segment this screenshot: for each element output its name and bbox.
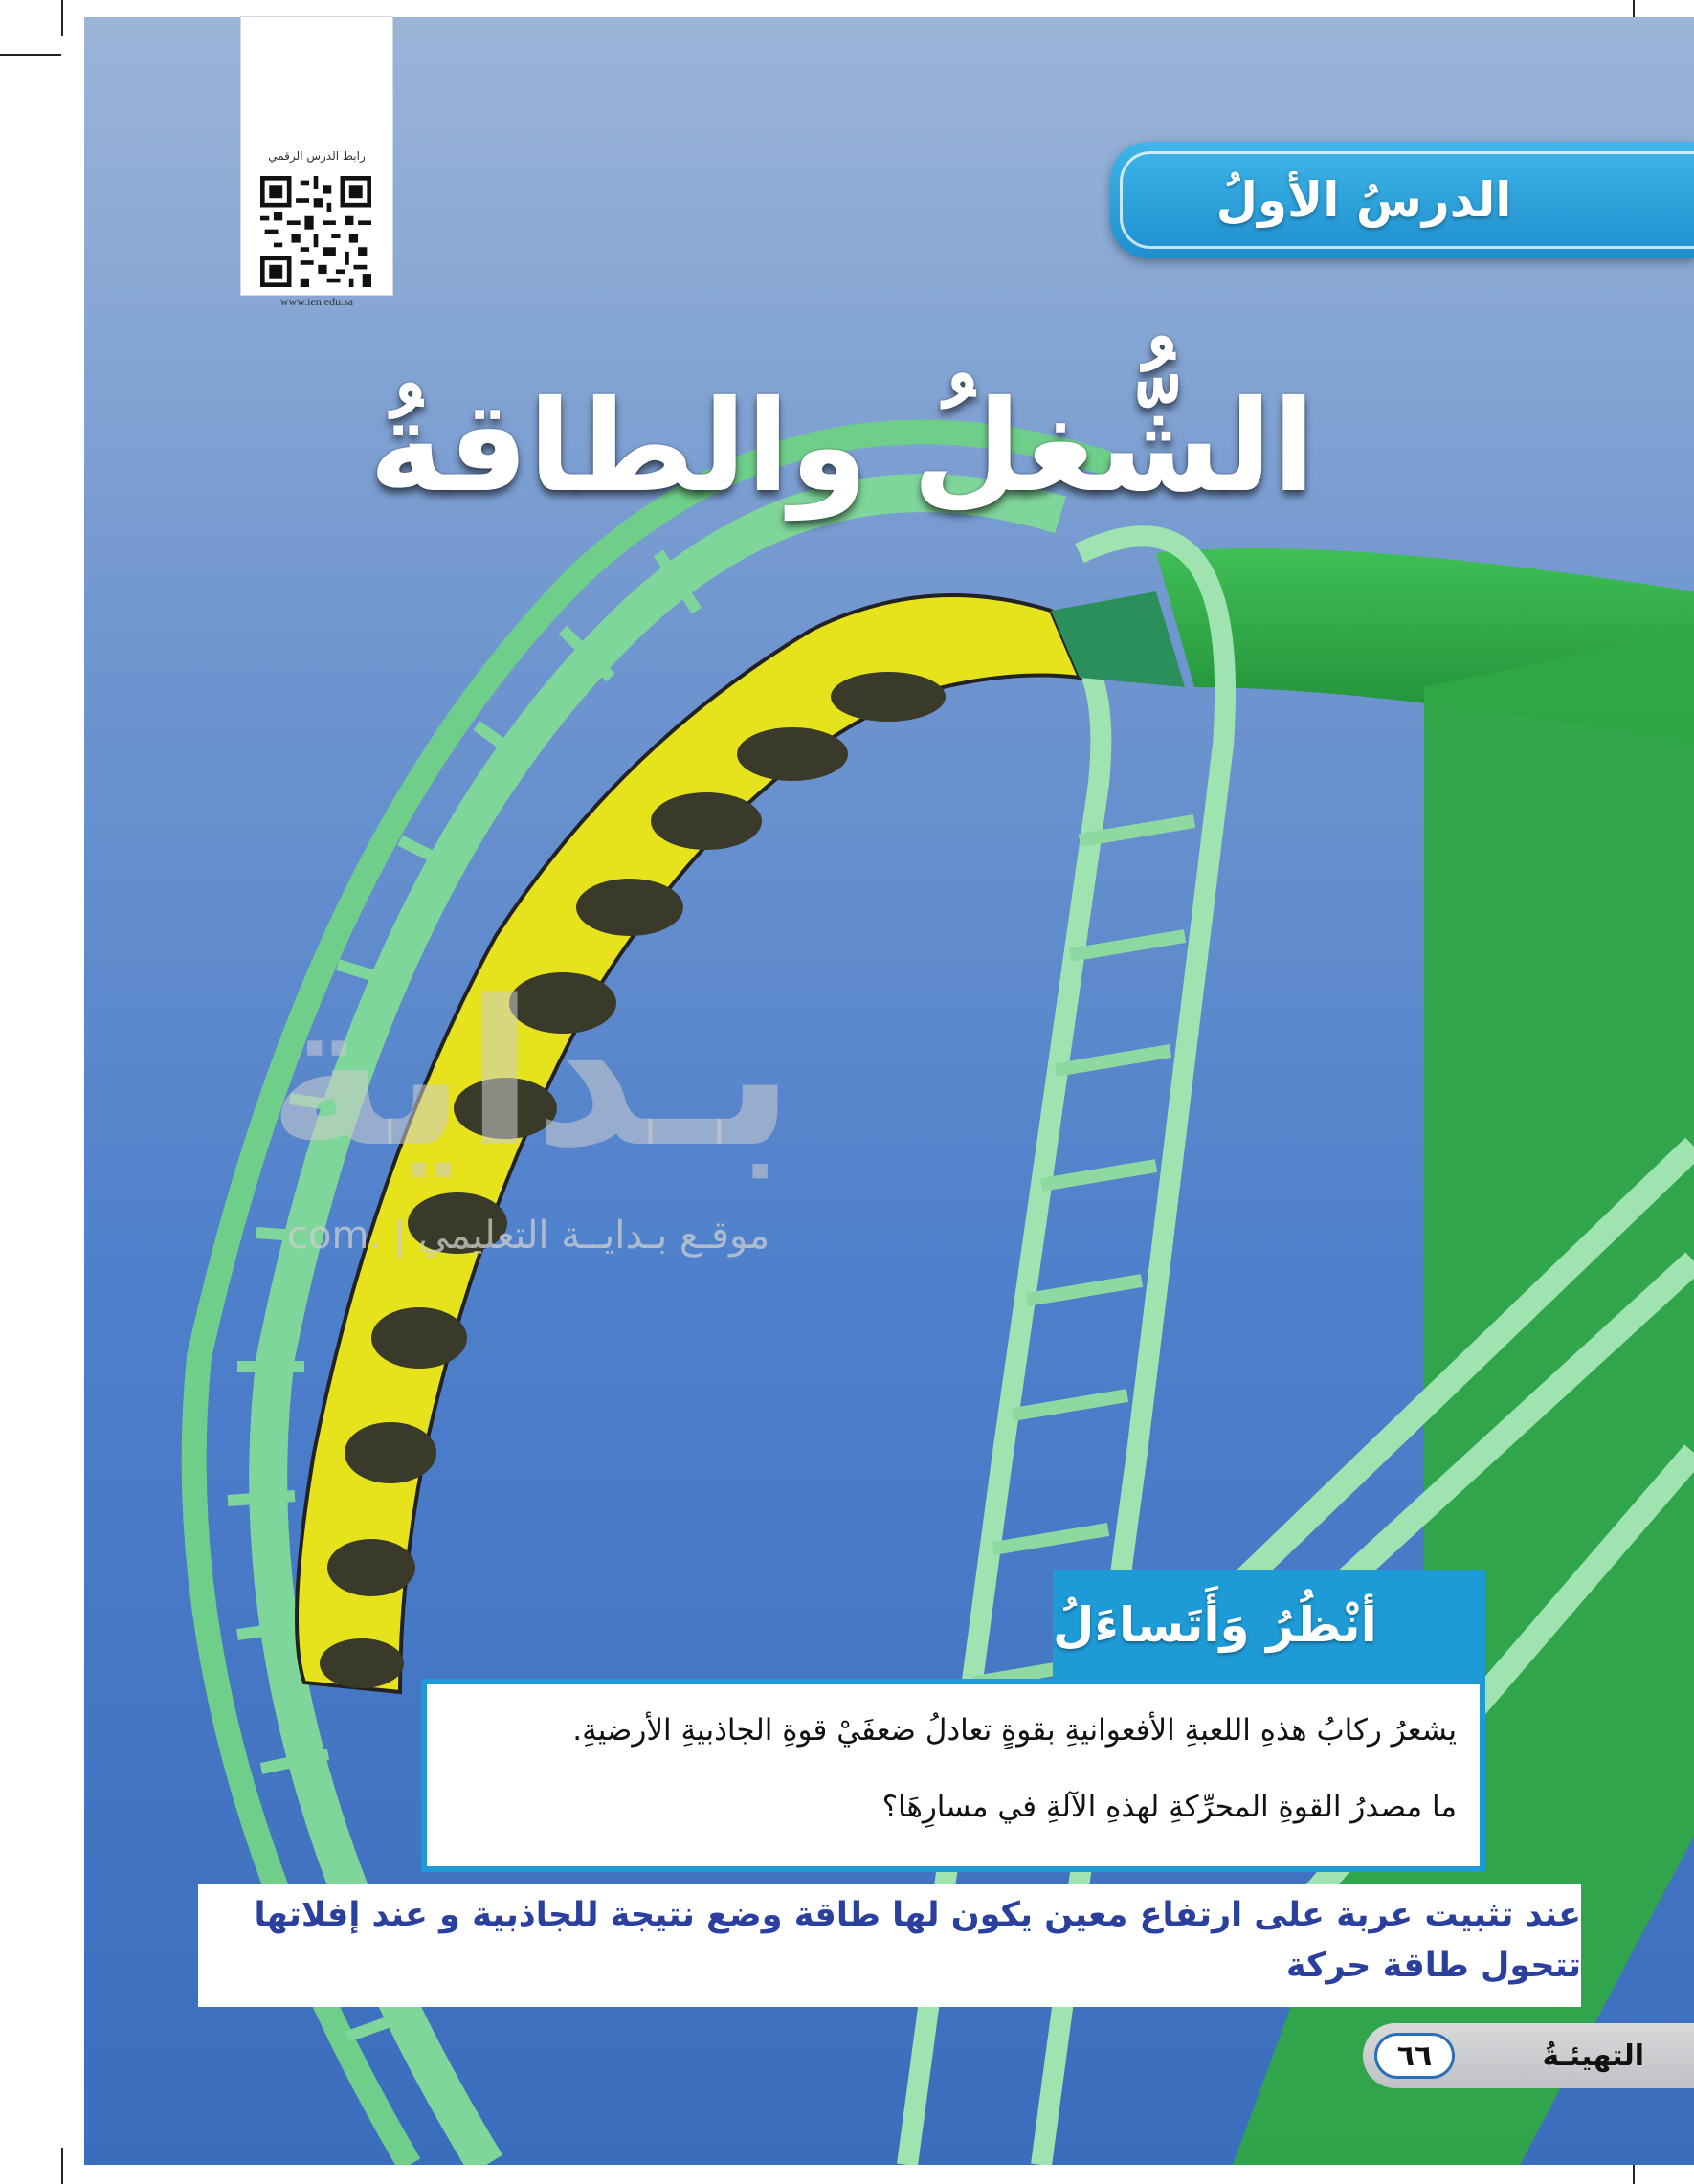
crop-mark (61, 0, 63, 36)
crop-mark (0, 54, 61, 56)
look-and-wonder-heading (1053, 1570, 1485, 1681)
qr-label: رابط الدرس الرقمي (268, 149, 366, 163)
question-statement: يشعرُ ركابُ هذهِ اللعبةِ الأفعوانيةِ بقوةٍ تعادلُ ضعفَيْ قوةِ الجاذبيةِ الأرضيةِ. (572, 1713, 1457, 1748)
answer-box[interactable] (198, 1884, 1581, 2007)
digital-lesson-qr[interactable] (241, 17, 392, 308)
qr-code-icon[interactable] (256, 176, 375, 287)
answer-text[interactable]: عند تثبيت عربة على ارتفاع معين يكون لها طاقة وضع نتيجة للجاذبية و عند إفلاتها تتحول طاقة حركة (254, 1896, 1581, 1985)
lesson-title: الشُّغلُ والطاقةُ (368, 373, 1316, 521)
crop-mark (61, 2148, 63, 2184)
watermark-logo: بـداية (268, 957, 795, 1192)
watermark-site: موقـع بـدايــة التعليمي | .com (287, 1214, 770, 1258)
lesson-tab (1110, 142, 1694, 258)
look-and-wonder-label: أنْظُرُ وَأَتَساءَلُ (1053, 1597, 1377, 1653)
page-number: ٦٦ (1374, 2033, 1455, 2079)
lesson-label: الدرسُ الأولُ (1215, 172, 1512, 228)
qr-url[interactable]: www.ien.edu.sa (279, 295, 354, 308)
question-box (421, 1679, 1485, 1872)
question-prompt: ما مصدرُ القوةِ المحرِّكةِ لهذهِ الآلةِ في مسارِهَا؟ (881, 1790, 1457, 1824)
section-label: التهيئـةُ (1542, 2039, 1644, 2073)
footer-tab (1363, 2023, 1694, 2088)
